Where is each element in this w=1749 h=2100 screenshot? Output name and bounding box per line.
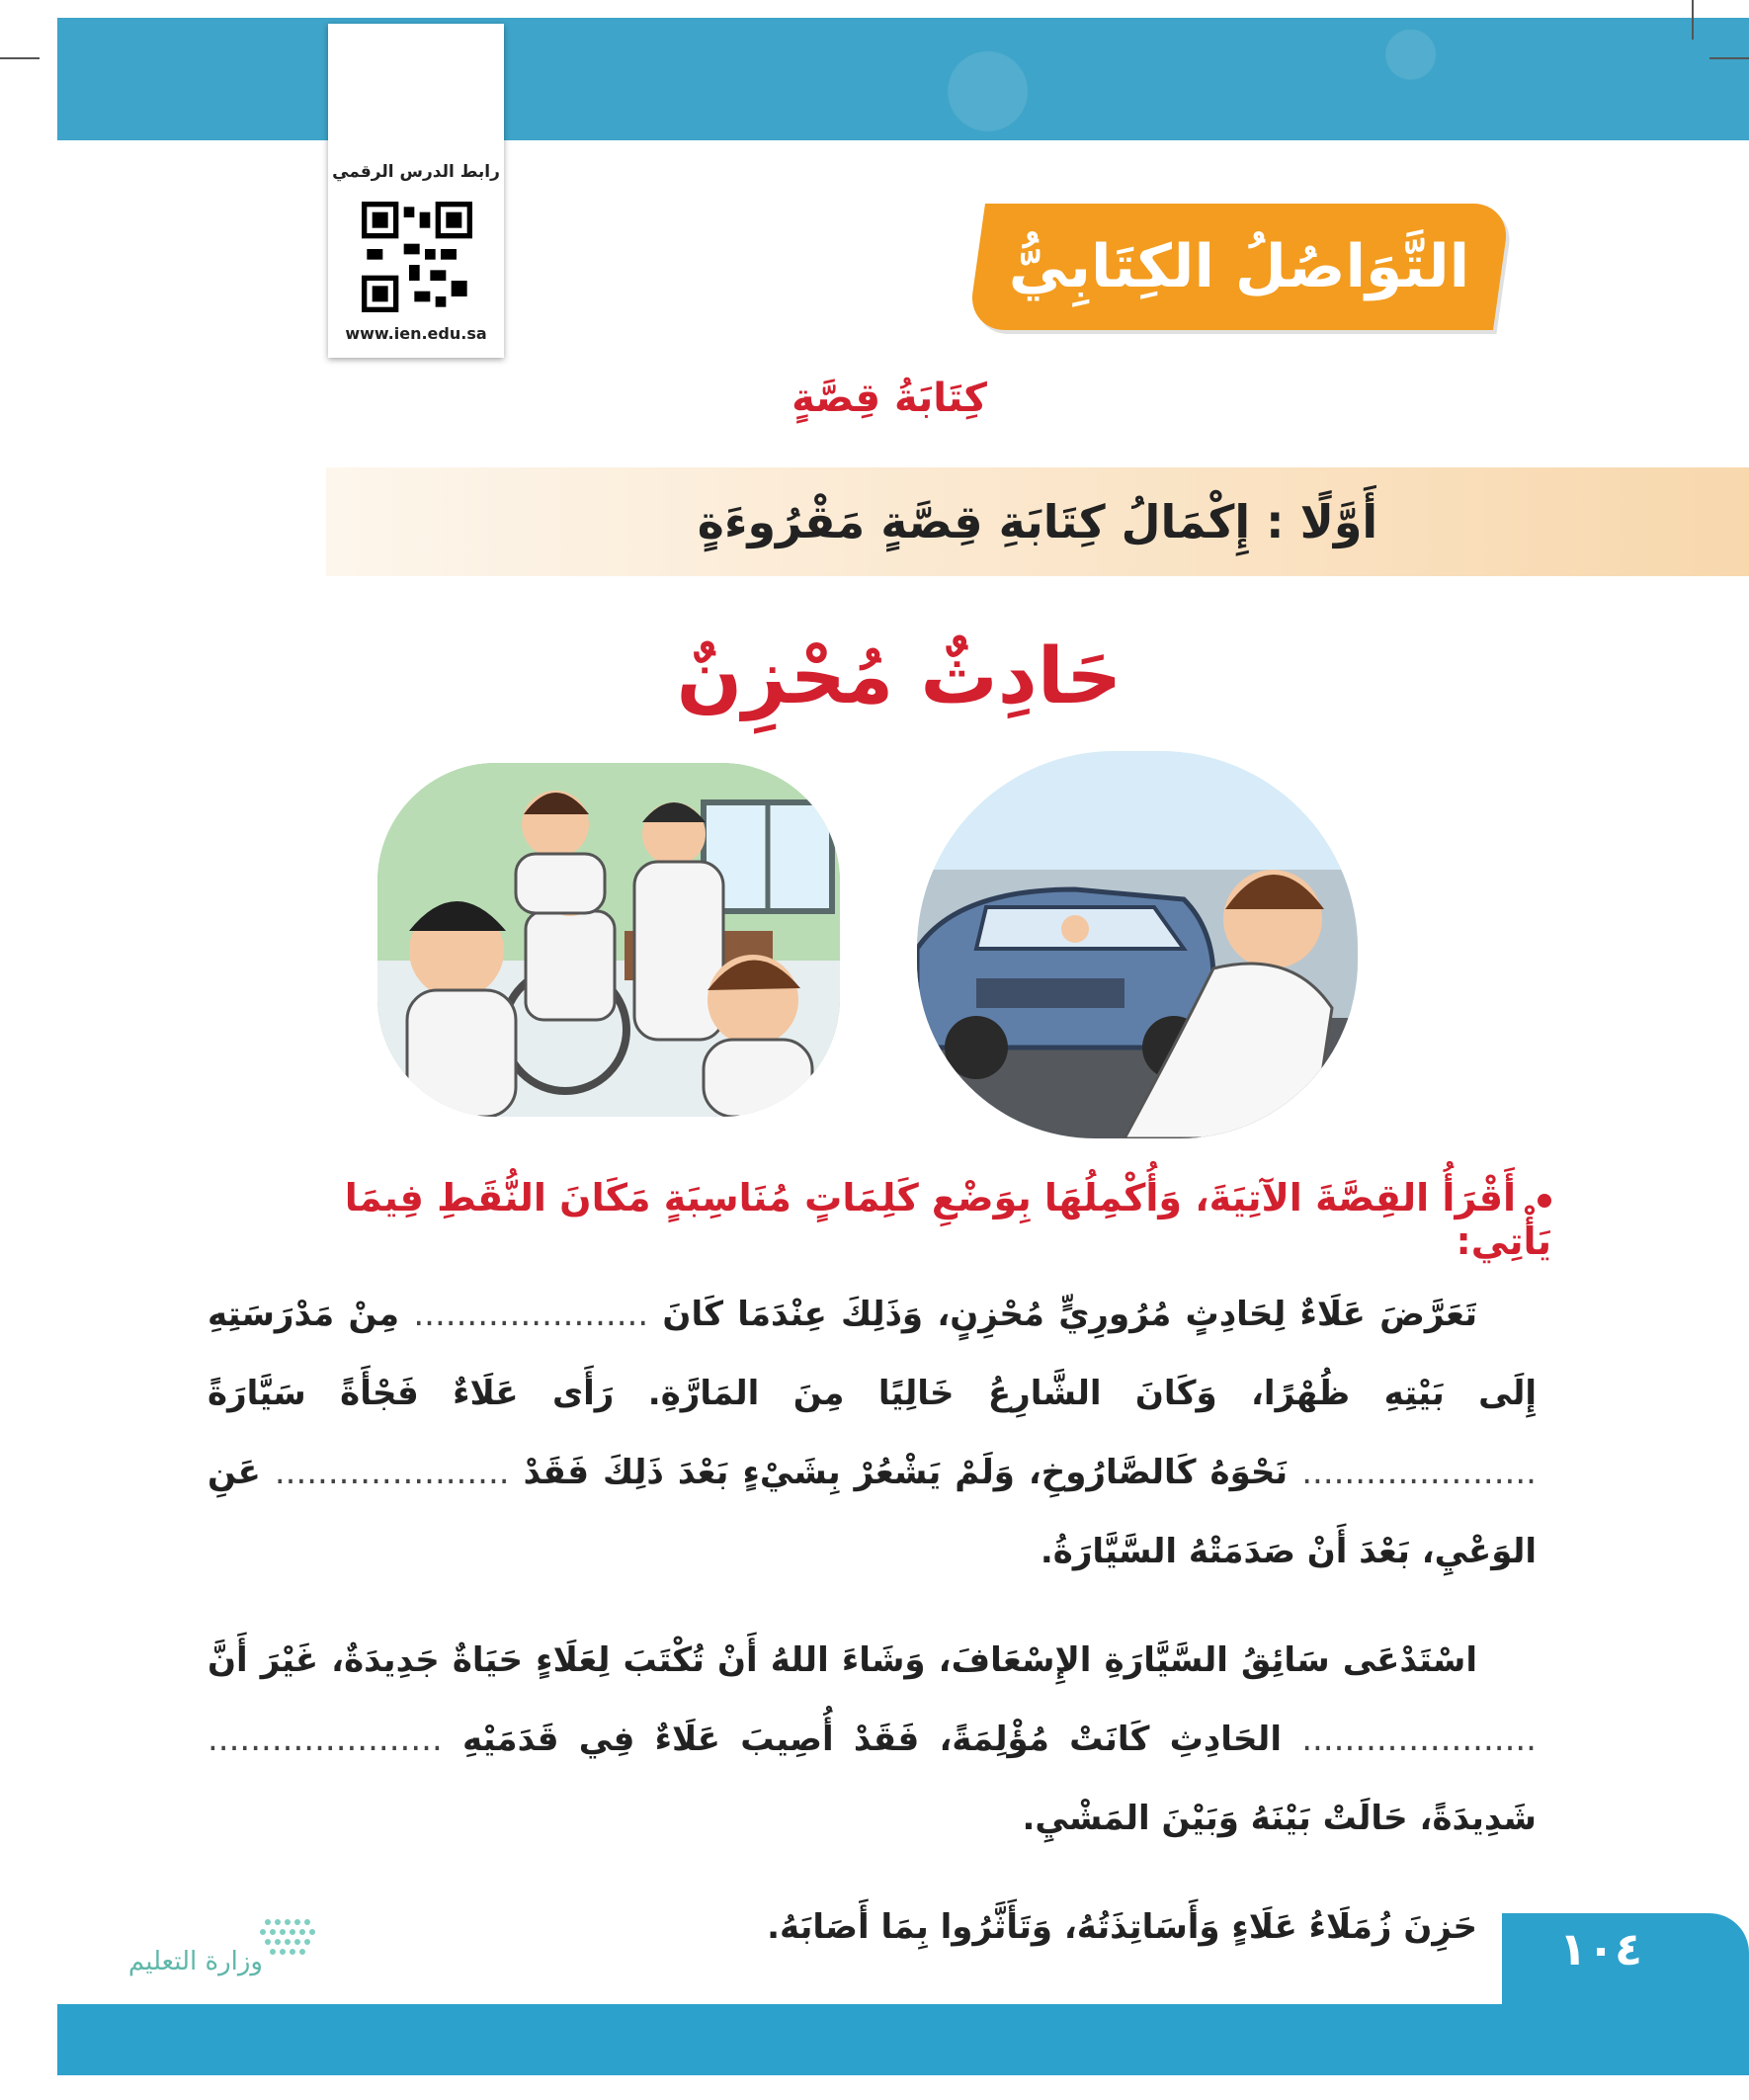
story-paragraph-1: [208, 1275, 1537, 1591]
story-text: اسْتَدْعَى سَائِقُ السَّيَّارَةِ الإِسْعَافَ، وَشَاءَ اللهُ أَنْ تُكْتَبَ لِعَلَاءٍ حَيَاةٌ جَدِيدَةٌ، غَيْرَ أَنَّ: [208, 1640, 1477, 1680]
story-text: عَنِ الوَعْيِ، بَعْدَ أَنْ صَدَمَتْهُ السَّيَّارَةُ.: [208, 1453, 1537, 1571]
story-body: [208, 1275, 1537, 1996]
blank-field[interactable]: ......................: [413, 1295, 649, 1334]
qr-url[interactable]: www.ien.edu.sa: [345, 324, 487, 343]
crop-mark: [0, 57, 40, 59]
instruction: [277, 1176, 1551, 1263]
car-accident-illustration: [917, 751, 1358, 1138]
instruction-text: أَقْرَأُ القِصَّةَ الآتِيَةَ، وَأُكْمِلُهَا بِوَضْعِ كَلِمَاتٍ مُنَاسِبَةٍ مَكَانَ النُّقَطِ فِيمَا يَأْتِي:: [344, 1176, 1551, 1263]
story-text: الحَادِثِ كَانَتْ مُؤْلِمَةً، فَقَدْ أُصِيبَ عَلَاءٌ فِي قَدَمَيْهِ: [462, 1720, 1282, 1759]
story-text: نَحْوَهُ كَالصَّارُوخِ، وَلَمْ يَشْعُرْ بِشَيْءٍ بَعْدَ ذَلِكَ فَقَدْ: [523, 1453, 1289, 1492]
story-text: شَدِيدَةً، حَالَتْ بَيْنَهُ وَبَيْنَ المَشْيِ.: [1022, 1799, 1537, 1838]
accident-scene: [917, 751, 1358, 1138]
crop-mark: [1692, 0, 1694, 40]
qr-label: رابط الدرس الرقمي: [332, 162, 500, 182]
story-text: تَعَرَّضَ عَلَاءٌ لِحَادِثٍ مُرُورِيٍّ مُحْزِنٍ، وَذَلِكَ عِنْدَمَا كَانَ: [662, 1295, 1477, 1334]
digital-lesson-card[interactable]: [328, 24, 504, 358]
blank-field[interactable]: ......................: [1301, 1720, 1537, 1759]
classroom-scene: [377, 763, 840, 1117]
story-paragraph-3: [208, 1888, 1537, 1967]
story-text: حَزِنَ زُمَلَاءُ عَلَاءٍ وَأَسَاتِذَتُهُ، وَتَأَثَّرُوا بِمَا أَصَابَهُ.: [767, 1907, 1477, 1947]
story-paragraph-2: [208, 1621, 1537, 1858]
story-title: حَادِثٌ مُحْزِنٌ: [676, 632, 1123, 721]
story-text: مِنْ مَدْرَسَتِهِ إِلَى بَيْتِهِ ظُهْرًا، وَكَانَ الشَّارِعُ خَالِيًا مِنَ المَارَّةِ. رَأَى عَلَاءٌ فَجْأَةً سَيَّارَةً: [208, 1295, 1537, 1413]
part-title: أَوَّلًا : إِكْمَالُ كِتَابَةِ قِصَّةٍ مَقْرُوءَةٍ: [697, 495, 1378, 548]
page-number: ١٠٤: [1558, 1922, 1643, 1975]
ministry-name: وزارة التعليم: [127, 1947, 263, 1976]
qr-code-icon[interactable]: [362, 202, 472, 312]
bottom-decorative-band: [57, 2004, 1749, 2075]
classroom-illustration: [377, 763, 840, 1117]
section-title: التَّوَاصُلُ الكِتَابِيُّ: [1008, 232, 1470, 301]
blank-field[interactable]: ......................: [1301, 1453, 1537, 1492]
blank-field[interactable]: ......................: [274, 1453, 510, 1492]
blank-field[interactable]: ......................: [208, 1720, 443, 1759]
bullet-icon: [1538, 1194, 1551, 1208]
crop-mark: [1709, 57, 1749, 59]
top-decorative-band: [57, 18, 1749, 140]
ministry-logo-icon: [95, 1883, 332, 2001]
lesson-subtitle: كِتَابَةُ قِصَّةٍ: [791, 376, 987, 421]
